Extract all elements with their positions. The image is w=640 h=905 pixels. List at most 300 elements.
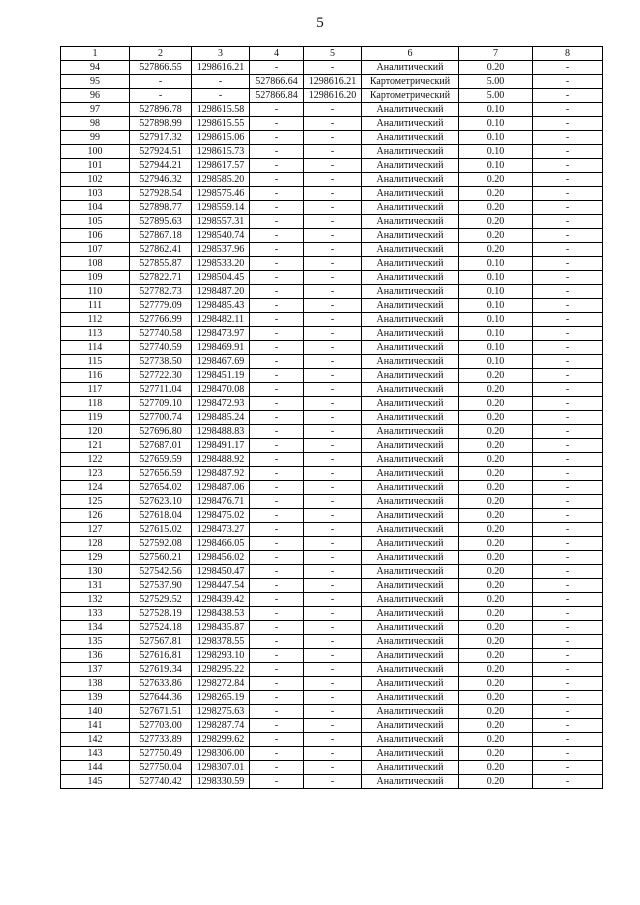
table-cell: 1298585.20 xyxy=(192,173,250,187)
table-cell: Аналитический xyxy=(362,425,459,439)
table-cell: - xyxy=(250,649,304,663)
table-cell: 132 xyxy=(61,593,130,607)
table-cell: - xyxy=(250,733,304,747)
table-cell: Аналитический xyxy=(362,565,459,579)
table-cell: 113 xyxy=(61,327,130,341)
table-cell: Аналитический xyxy=(362,733,459,747)
table-cell: 1298615.06 xyxy=(192,131,250,145)
column-header: 6 xyxy=(362,47,459,61)
table-cell: - xyxy=(533,341,603,355)
table-cell: 104 xyxy=(61,201,130,215)
table-cell: 527644.36 xyxy=(130,691,192,705)
table-cell: 0.10 xyxy=(459,117,533,131)
table-cell: - xyxy=(250,663,304,677)
table-cell: 1298488.92 xyxy=(192,453,250,467)
table-cell: 0.10 xyxy=(459,285,533,299)
table-cell: - xyxy=(304,551,362,565)
table-cell: - xyxy=(533,495,603,509)
table-cell: - xyxy=(533,635,603,649)
table-cell: 1298467.69 xyxy=(192,355,250,369)
table-row xyxy=(61,397,603,411)
table-cell: - xyxy=(304,537,362,551)
table-cell: - xyxy=(304,243,362,257)
column-header: 4 xyxy=(250,47,304,61)
table-cell: 527560.21 xyxy=(130,551,192,565)
table-cell: 0.20 xyxy=(459,481,533,495)
table-cell: 527592.08 xyxy=(130,537,192,551)
table-cell: - xyxy=(250,173,304,187)
table-cell: 527866.64 xyxy=(250,75,304,89)
table-cell: 105 xyxy=(61,215,130,229)
table-cell: 527924.51 xyxy=(130,145,192,159)
table-cell: 1298575.46 xyxy=(192,187,250,201)
table-cell: 143 xyxy=(61,747,130,761)
table-cell: 1298504.45 xyxy=(192,271,250,285)
table-row xyxy=(61,89,603,103)
table-cell: Аналитический xyxy=(362,523,459,537)
table-cell: 0.10 xyxy=(459,355,533,369)
table-cell: - xyxy=(304,341,362,355)
table-cell: - xyxy=(304,355,362,369)
table-cell: 128 xyxy=(61,537,130,551)
table-cell: - xyxy=(304,215,362,229)
table-cell: - xyxy=(533,509,603,523)
table-cell: 142 xyxy=(61,733,130,747)
table-cell: 527866.55 xyxy=(130,61,192,75)
table-cell: 527524.18 xyxy=(130,621,192,635)
table-cell: 0.20 xyxy=(459,509,533,523)
table-cell: Аналитический xyxy=(362,467,459,481)
table-cell: 527855.87 xyxy=(130,257,192,271)
table-cell: - xyxy=(304,691,362,705)
table-cell: - xyxy=(250,747,304,761)
table-cell: - xyxy=(533,607,603,621)
table-cell: Аналитический xyxy=(362,173,459,187)
table-body xyxy=(61,61,603,789)
table-row xyxy=(61,215,603,229)
table-row xyxy=(61,691,603,705)
table-cell: - xyxy=(250,145,304,159)
table-cell: - xyxy=(533,579,603,593)
table-row xyxy=(61,341,603,355)
table-cell: - xyxy=(304,761,362,775)
table-cell: - xyxy=(250,271,304,285)
table-cell: 1298615.55 xyxy=(192,117,250,131)
table-cell: - xyxy=(250,509,304,523)
table-cell: 0.10 xyxy=(459,257,533,271)
table-cell: - xyxy=(250,243,304,257)
table-cell: Аналитический xyxy=(362,775,459,789)
table-cell: Аналитический xyxy=(362,327,459,341)
table-cell: - xyxy=(304,607,362,621)
table-cell: 527528.19 xyxy=(130,607,192,621)
table-cell: 1298265.19 xyxy=(192,691,250,705)
table-cell: Аналитический xyxy=(362,355,459,369)
column-header: 8 xyxy=(533,47,603,61)
table-cell: - xyxy=(250,201,304,215)
table-cell: 139 xyxy=(61,691,130,705)
table-row xyxy=(61,481,603,495)
table-cell: 114 xyxy=(61,341,130,355)
table-cell: 5.00 xyxy=(459,75,533,89)
table-cell: 1298456.02 xyxy=(192,551,250,565)
table-cell: Аналитический xyxy=(362,677,459,691)
table-cell: 0.20 xyxy=(459,649,533,663)
table-cell: 1298470.08 xyxy=(192,383,250,397)
table-cell: - xyxy=(533,131,603,145)
table-cell: - xyxy=(533,243,603,257)
table-row xyxy=(61,705,603,719)
table-cell: 527615.02 xyxy=(130,523,192,537)
table-cell: Аналитический xyxy=(362,411,459,425)
table-cell: Аналитический xyxy=(362,691,459,705)
table-cell: 527740.58 xyxy=(130,327,192,341)
table-cell: - xyxy=(250,719,304,733)
table-row xyxy=(61,509,603,523)
table-cell: - xyxy=(304,103,362,117)
table-cell: - xyxy=(304,369,362,383)
table-row xyxy=(61,103,603,117)
table-row xyxy=(61,201,603,215)
table-cell: - xyxy=(250,425,304,439)
table-cell: 138 xyxy=(61,677,130,691)
table-cell: 123 xyxy=(61,467,130,481)
table-cell: Аналитический xyxy=(362,299,459,313)
table-cell: Аналитический xyxy=(362,649,459,663)
table-cell: 0.20 xyxy=(459,747,533,761)
table-cell: 119 xyxy=(61,411,130,425)
table-cell: 0.20 xyxy=(459,691,533,705)
table-cell: Аналитический xyxy=(362,369,459,383)
table-cell: 1298475.02 xyxy=(192,509,250,523)
table-cell: Аналитический xyxy=(362,61,459,75)
table-cell: - xyxy=(250,565,304,579)
table-cell: - xyxy=(250,635,304,649)
table-cell: - xyxy=(304,439,362,453)
table-cell: - xyxy=(304,635,362,649)
table-cell: 527623.10 xyxy=(130,495,192,509)
table-row xyxy=(61,313,603,327)
table-cell: 527687.01 xyxy=(130,439,192,453)
table-cell: 0.10 xyxy=(459,103,533,117)
table-cell: - xyxy=(304,425,362,439)
table-cell: - xyxy=(250,621,304,635)
table-row xyxy=(61,551,603,565)
table-cell: 1298275.63 xyxy=(192,705,250,719)
table-cell: Аналитический xyxy=(362,537,459,551)
table-cell: 1298557.31 xyxy=(192,215,250,229)
table-cell: Аналитический xyxy=(362,551,459,565)
table-cell: - xyxy=(533,117,603,131)
table-cell: - xyxy=(533,621,603,635)
table-cell: Аналитический xyxy=(362,621,459,635)
table-cell: 1298487.06 xyxy=(192,481,250,495)
table-cell: 527618.04 xyxy=(130,509,192,523)
table-cell: 101 xyxy=(61,159,130,173)
table-cell: - xyxy=(250,579,304,593)
table-cell: 527529.52 xyxy=(130,593,192,607)
column-header: 7 xyxy=(459,47,533,61)
table-cell: 1298487.20 xyxy=(192,285,250,299)
table-row xyxy=(61,411,603,425)
table-cell: - xyxy=(304,621,362,635)
table-cell: - xyxy=(533,565,603,579)
table-cell: 527944.21 xyxy=(130,159,192,173)
table-cell: - xyxy=(250,453,304,467)
table-row xyxy=(61,621,603,635)
table-cell: Аналитический xyxy=(362,761,459,775)
table-cell: - xyxy=(533,299,603,313)
table-cell: 106 xyxy=(61,229,130,243)
table-cell: 1298491.17 xyxy=(192,439,250,453)
table-cell: - xyxy=(533,187,603,201)
table-cell: 527616.81 xyxy=(130,649,192,663)
table-cell: - xyxy=(250,355,304,369)
table-cell: 102 xyxy=(61,173,130,187)
table-row xyxy=(61,439,603,453)
table-row xyxy=(61,243,603,257)
table-cell: 1298616.20 xyxy=(304,89,362,103)
table-cell: - xyxy=(304,397,362,411)
table-cell: 0.20 xyxy=(459,761,533,775)
table-cell: - xyxy=(533,215,603,229)
table-cell: - xyxy=(304,229,362,243)
table-cell: 527740.59 xyxy=(130,341,192,355)
table-cell: - xyxy=(130,75,192,89)
table-cell: 98 xyxy=(61,117,130,131)
table-cell: Аналитический xyxy=(362,285,459,299)
table-cell: 0.20 xyxy=(459,523,533,537)
table-cell: 527862.41 xyxy=(130,243,192,257)
table-row xyxy=(61,733,603,747)
table-cell: - xyxy=(304,467,362,481)
table-cell: 95 xyxy=(61,75,130,89)
table-cell: - xyxy=(533,89,603,103)
table-cell: - xyxy=(533,691,603,705)
table-row xyxy=(61,159,603,173)
table-cell: - xyxy=(250,327,304,341)
table-cell: 0.20 xyxy=(459,243,533,257)
table-cell: - xyxy=(533,775,603,789)
table-cell: 1298447.54 xyxy=(192,579,250,593)
table-cell: 1298616.21 xyxy=(304,75,362,89)
table-cell: Аналитический xyxy=(362,313,459,327)
table-cell: 1298378.55 xyxy=(192,635,250,649)
table-cell: 131 xyxy=(61,579,130,593)
table-cell: Аналитический xyxy=(362,607,459,621)
table-cell: 1298487.92 xyxy=(192,467,250,481)
table-cell: - xyxy=(250,61,304,75)
table-cell: 100 xyxy=(61,145,130,159)
table-cell: - xyxy=(304,719,362,733)
table-cell: 527709.10 xyxy=(130,397,192,411)
table-row xyxy=(61,635,603,649)
table-row xyxy=(61,369,603,383)
table-cell: 134 xyxy=(61,621,130,635)
table-cell: - xyxy=(192,89,250,103)
table-cell: - xyxy=(304,159,362,173)
table-cell: 0.20 xyxy=(459,537,533,551)
table-cell: Аналитический xyxy=(362,215,459,229)
table-cell: - xyxy=(533,103,603,117)
table-cell: - xyxy=(533,677,603,691)
table-cell: - xyxy=(304,117,362,131)
table-row xyxy=(61,383,603,397)
table-cell: - xyxy=(533,229,603,243)
table-row xyxy=(61,453,603,467)
table-cell: - xyxy=(250,705,304,719)
table-cell: Аналитический xyxy=(362,257,459,271)
table-cell: 0.20 xyxy=(459,677,533,691)
table-row xyxy=(61,299,603,313)
table-cell: Аналитический xyxy=(362,243,459,257)
table-cell: 527866.84 xyxy=(250,89,304,103)
table-cell: - xyxy=(250,215,304,229)
column-header: 2 xyxy=(130,47,192,61)
table-cell: - xyxy=(533,411,603,425)
table-cell: - xyxy=(304,747,362,761)
table-cell: 527542.56 xyxy=(130,565,192,579)
table-cell: - xyxy=(304,61,362,75)
table-cell: 527696.80 xyxy=(130,425,192,439)
column-header: 1 xyxy=(61,47,130,61)
table-row xyxy=(61,285,603,299)
table-row xyxy=(61,271,603,285)
table-cell: Аналитический xyxy=(362,145,459,159)
table-cell: 1298537.96 xyxy=(192,243,250,257)
table-cell: 0.10 xyxy=(459,145,533,159)
table-cell: 0.20 xyxy=(459,635,533,649)
table-cell: 1298472.93 xyxy=(192,397,250,411)
table-cell: - xyxy=(250,117,304,131)
table-row xyxy=(61,145,603,159)
table-cell: 0.10 xyxy=(459,131,533,145)
table-cell: - xyxy=(250,411,304,425)
table-cell: 110 xyxy=(61,285,130,299)
table-cell: Аналитический xyxy=(362,271,459,285)
table-cell: - xyxy=(250,607,304,621)
table-cell: 0.20 xyxy=(459,775,533,789)
table-cell: 0.20 xyxy=(459,467,533,481)
table-row xyxy=(61,677,603,691)
table-cell: Аналитический xyxy=(362,341,459,355)
table-cell: - xyxy=(304,677,362,691)
table-row xyxy=(61,355,603,369)
table-cell: - xyxy=(304,411,362,425)
table-cell: 1298451.19 xyxy=(192,369,250,383)
table-row xyxy=(61,719,603,733)
table-cell: - xyxy=(533,719,603,733)
table-cell: 0.20 xyxy=(459,733,533,747)
table-cell: - xyxy=(533,593,603,607)
table-cell: Аналитический xyxy=(362,719,459,733)
table-cell: - xyxy=(304,481,362,495)
table-cell: - xyxy=(533,313,603,327)
table-cell: 1298299.62 xyxy=(192,733,250,747)
table-row xyxy=(61,117,603,131)
table-cell: - xyxy=(304,173,362,187)
table-cell: Картометрический xyxy=(362,75,459,89)
table-cell: 527822.71 xyxy=(130,271,192,285)
table-cell: - xyxy=(533,355,603,369)
table-cell: - xyxy=(250,383,304,397)
table-cell: - xyxy=(533,397,603,411)
table-cell: - xyxy=(250,103,304,117)
table-cell: Аналитический xyxy=(362,439,459,453)
table-cell: - xyxy=(250,397,304,411)
table-cell: 0.20 xyxy=(459,621,533,635)
table-cell: 0.20 xyxy=(459,383,533,397)
table-cell: - xyxy=(533,551,603,565)
table-cell: 1298485.43 xyxy=(192,299,250,313)
table-cell: - xyxy=(533,663,603,677)
table-row xyxy=(61,761,603,775)
table-cell: 1298559.14 xyxy=(192,201,250,215)
table-cell: - xyxy=(304,299,362,313)
table-row xyxy=(61,579,603,593)
table-cell: 0.20 xyxy=(459,215,533,229)
table-cell: - xyxy=(533,453,603,467)
table-cell: - xyxy=(250,691,304,705)
table-cell: 129 xyxy=(61,551,130,565)
table-cell: 141 xyxy=(61,719,130,733)
table-cell: - xyxy=(304,201,362,215)
table-cell: Аналитический xyxy=(362,635,459,649)
table-cell: 97 xyxy=(61,103,130,117)
table-cell: 1298616.21 xyxy=(192,61,250,75)
table-cell: 99 xyxy=(61,131,130,145)
table-cell: 0.20 xyxy=(459,201,533,215)
table-cell: Аналитический xyxy=(362,383,459,397)
table-cell: Аналитический xyxy=(362,593,459,607)
table-cell: 0.20 xyxy=(459,369,533,383)
table-cell: - xyxy=(533,537,603,551)
table-cell: Аналитический xyxy=(362,481,459,495)
table-cell: - xyxy=(533,145,603,159)
table-cell: - xyxy=(533,159,603,173)
table-cell: - xyxy=(533,173,603,187)
table-cell: 527722.30 xyxy=(130,369,192,383)
table-cell: - xyxy=(250,229,304,243)
table-cell: 1298476.71 xyxy=(192,495,250,509)
table-cell: 1298435.87 xyxy=(192,621,250,635)
table-cell: - xyxy=(304,327,362,341)
table-cell: 1298307.01 xyxy=(192,761,250,775)
table-cell: 130 xyxy=(61,565,130,579)
table-cell: 140 xyxy=(61,705,130,719)
table-cell: 136 xyxy=(61,649,130,663)
table-cell: Картометрический xyxy=(362,89,459,103)
table-row xyxy=(61,187,603,201)
table-cell: 0.20 xyxy=(459,719,533,733)
table-cell: 527659.59 xyxy=(130,453,192,467)
table-cell: - xyxy=(304,565,362,579)
table-cell: Аналитический xyxy=(362,705,459,719)
page-number: 5 xyxy=(316,15,324,31)
table-cell: 125 xyxy=(61,495,130,509)
table-cell: - xyxy=(250,551,304,565)
table-cell: 1298473.97 xyxy=(192,327,250,341)
table-cell: 0.10 xyxy=(459,313,533,327)
table-cell: 527671.51 xyxy=(130,705,192,719)
table-cell: 0.20 xyxy=(459,705,533,719)
table-row xyxy=(61,495,603,509)
table-cell: - xyxy=(533,257,603,271)
table-cell: - xyxy=(533,439,603,453)
table-cell: 1298450.47 xyxy=(192,565,250,579)
table-row xyxy=(61,775,603,789)
table-cell: 122 xyxy=(61,453,130,467)
